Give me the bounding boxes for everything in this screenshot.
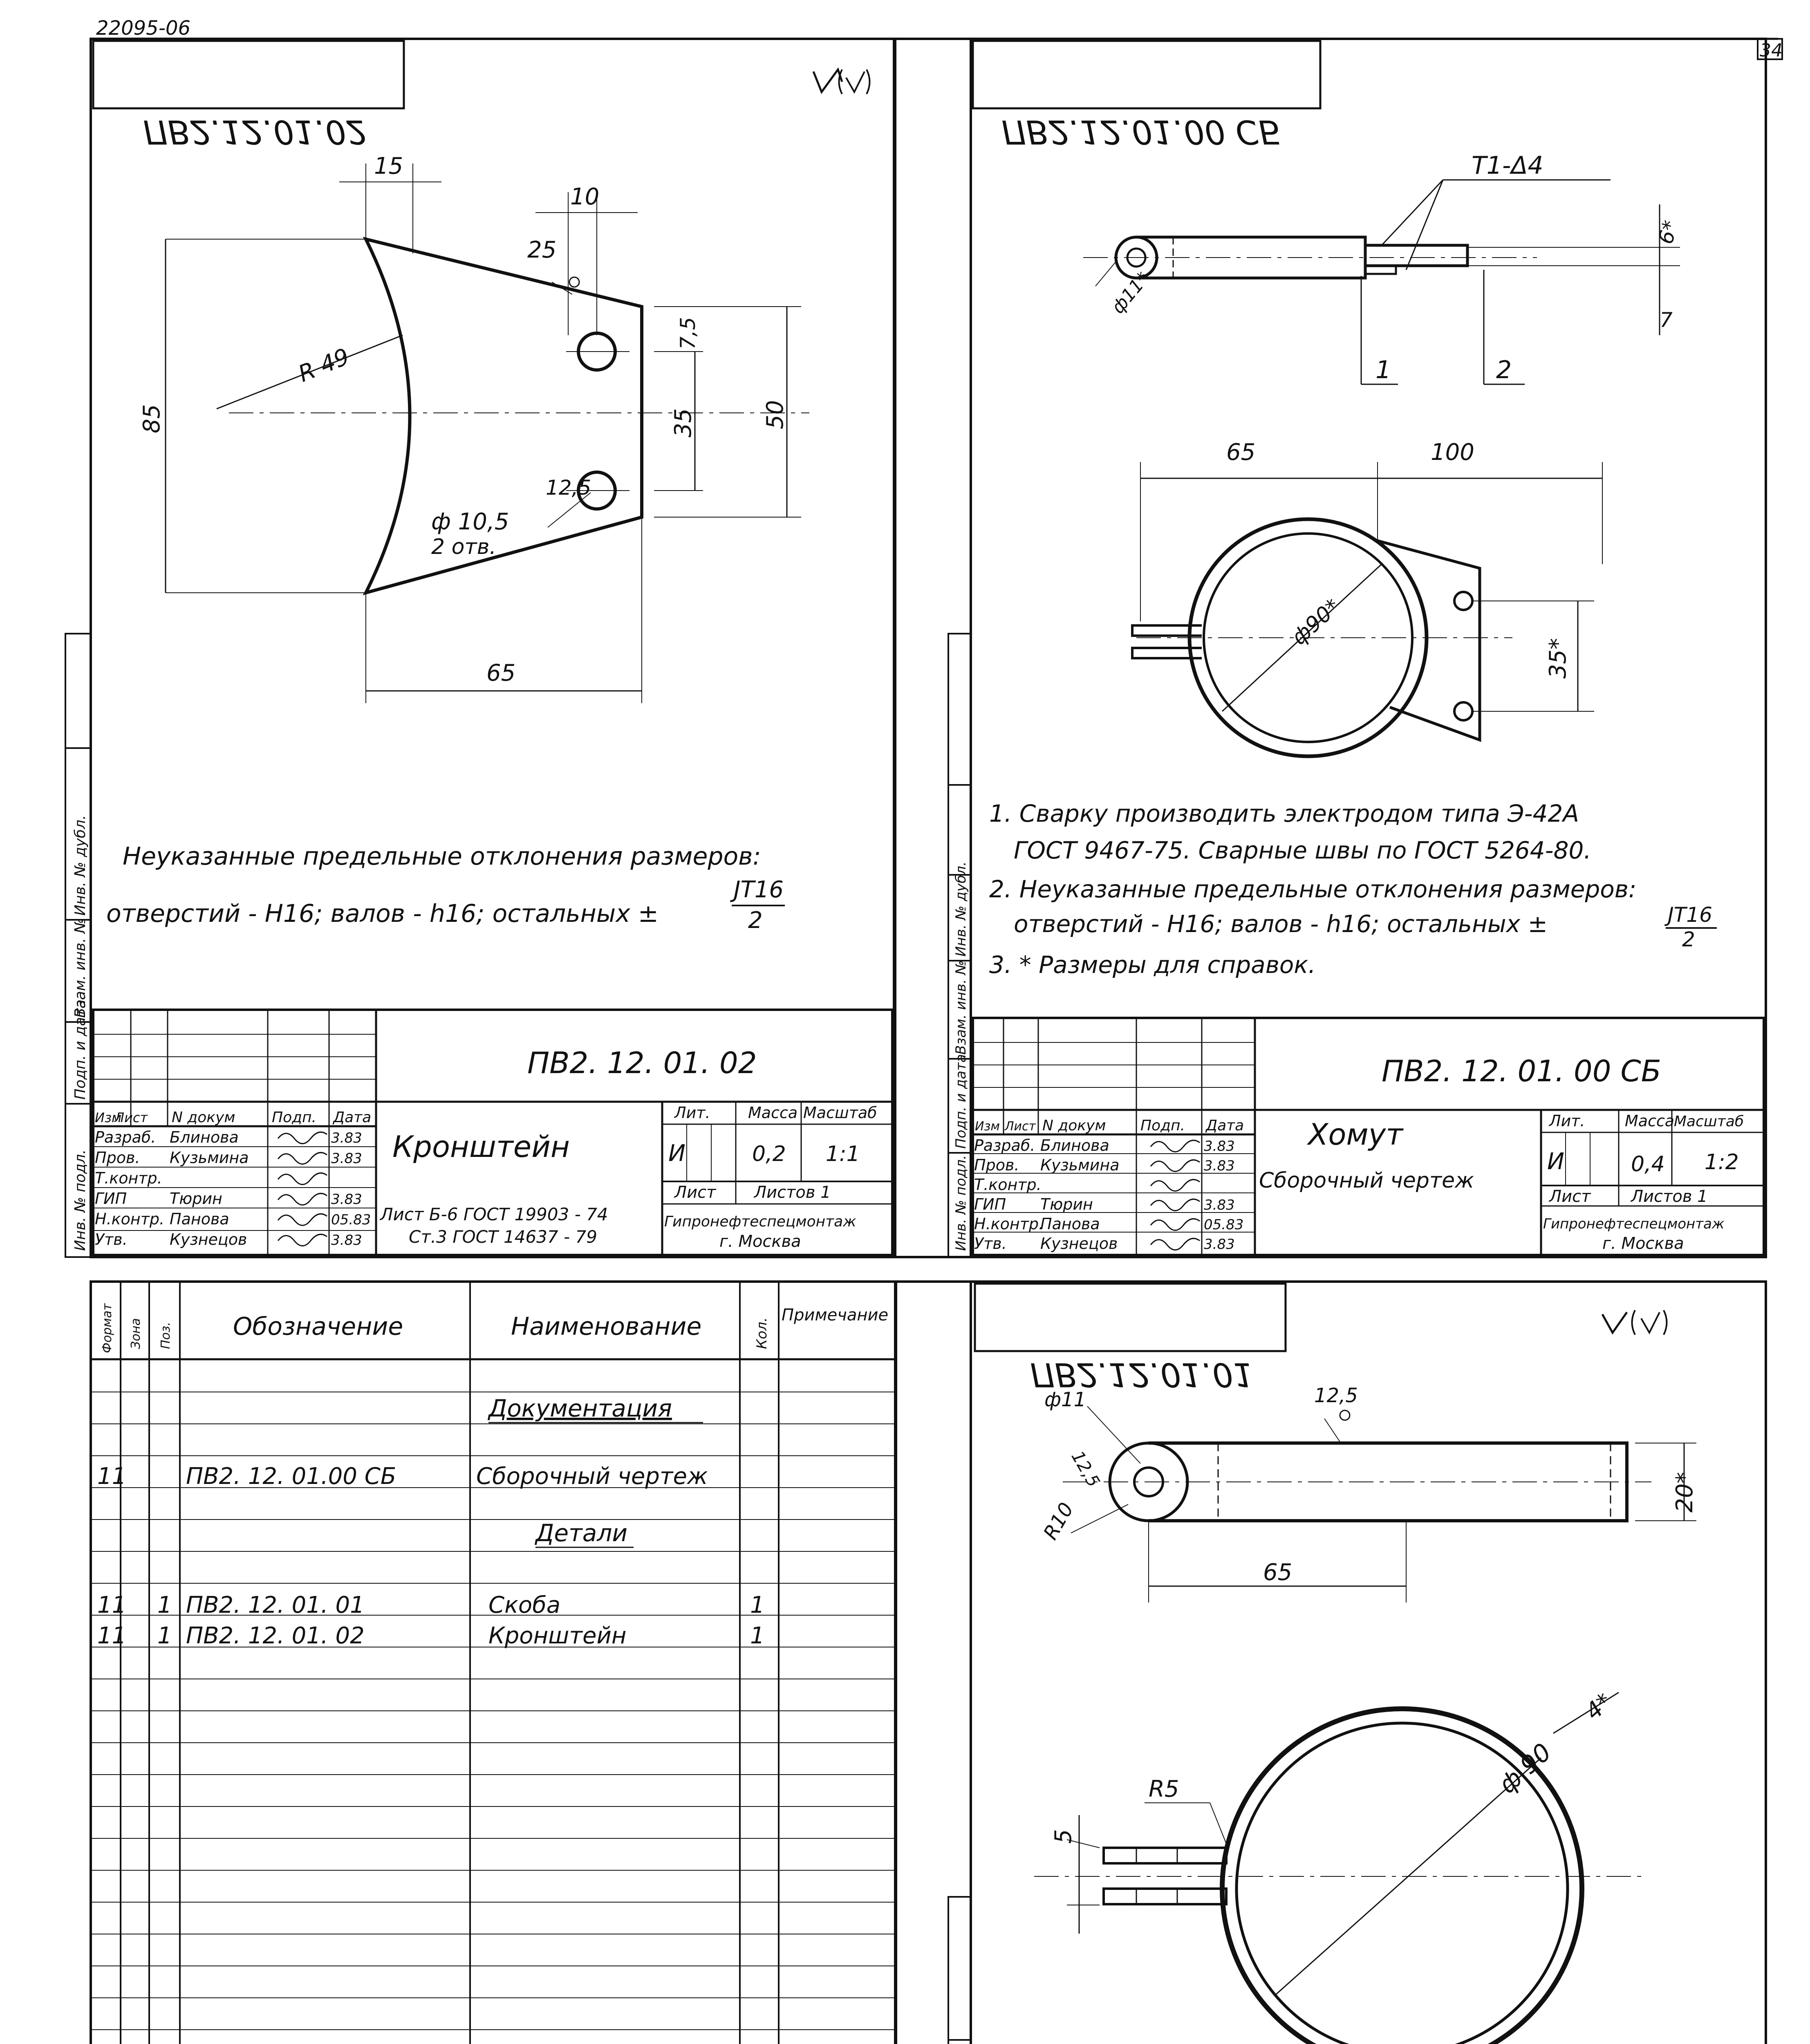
side-podp-data: Подп. и дата xyxy=(72,999,89,1100)
dim-65: 65 xyxy=(486,660,516,686)
signature-scribble xyxy=(278,1214,327,1225)
frac-top-tr: JT16 xyxy=(1668,903,1712,927)
spec-row-2-format: 11 xyxy=(97,1623,127,1649)
signature-scribble xyxy=(278,1132,327,1143)
title-sub-tr: Сборочный чертеж xyxy=(1259,1168,1474,1193)
signer-role: Утв. xyxy=(95,1230,128,1248)
dim-25: 25 xyxy=(527,237,557,263)
spec-row-1-format: 11 xyxy=(97,1592,127,1618)
spec-row-1-naim: Скоба xyxy=(488,1592,561,1618)
signer-date: 05.83 xyxy=(331,1212,371,1228)
title-name-tl: Кронштейн xyxy=(392,1130,570,1164)
org-2-tr: г. Москва xyxy=(1602,1234,1684,1253)
dim-r49: R 49 xyxy=(294,343,353,388)
hdr-format: Формат xyxy=(100,1303,114,1353)
dim-15: 15 xyxy=(374,153,403,179)
leader-2: 2 xyxy=(1496,356,1512,384)
note-tr-4: отверстий - Н16; валов - h16; остальных ± xyxy=(1014,910,1548,938)
spec-row-0-format: 11 xyxy=(97,1463,127,1490)
dim-11-br: ф11 xyxy=(1044,1388,1086,1411)
lit-value-tr: И xyxy=(1547,1148,1564,1175)
signer-role: Т.контр. xyxy=(95,1169,162,1187)
col-ndok: N докум xyxy=(172,1109,235,1126)
note-tr-1: 1. Сварку производить электродом типа Э-42А xyxy=(989,800,1579,827)
col-lit: Лит. xyxy=(674,1104,710,1122)
signer-role: Н.контр. xyxy=(95,1210,165,1228)
signer-role: Разраб. xyxy=(95,1128,156,1146)
mirror-code-tr: ПВ2.12.01.00 СБ xyxy=(1001,113,1281,151)
col-podp-tr: Подп. xyxy=(1140,1117,1185,1134)
dim-85: 85 xyxy=(139,404,165,433)
list-label-tr: Лист xyxy=(1549,1187,1591,1206)
signature-scribble xyxy=(1151,1179,1200,1191)
dim-35-tr: 35* xyxy=(1545,638,1571,679)
masshtab-value-tr: 1:2 xyxy=(1705,1150,1739,1174)
note-2: отверстий - Н16; валов - h16; остальных ± xyxy=(106,899,659,928)
spec-grid-lines xyxy=(91,1392,896,2044)
spec-row-1-oboz: ПВ2. 12. 01. 01 xyxy=(186,1592,365,1618)
dim-35: 35 xyxy=(670,408,697,437)
spec-row-2-oboz: ПВ2. 12. 01. 02 xyxy=(186,1623,365,1649)
list-label: Лист xyxy=(674,1183,716,1202)
org-1-tr: Гипронефтеспецмонтаж xyxy=(1543,1216,1725,1232)
masshtab-value: 1:1 xyxy=(826,1142,860,1166)
dim-r10-br: R10 xyxy=(1039,1499,1078,1544)
col-massa-tr: Масса xyxy=(1625,1112,1675,1130)
signer-name: Панова xyxy=(170,1210,229,1228)
col-masshtab-tr: Масштаб xyxy=(1674,1113,1744,1130)
frac-bot-tr: 2 xyxy=(1682,928,1695,951)
signer-date: 3.83 xyxy=(1204,1138,1235,1154)
side-strip-br xyxy=(948,1897,971,2044)
section-docs: Документация xyxy=(488,1394,672,1422)
title-code-tl: ПВ2. 12. 01. 02 xyxy=(527,1046,757,1080)
dim-90-br: ф 90 xyxy=(1493,1737,1557,1800)
title-code-tr: ПВ2. 12. 01. 00 СБ xyxy=(1382,1054,1662,1088)
signer-name: Кузнецов xyxy=(170,1230,247,1248)
dim-20-br: 20* xyxy=(1671,1472,1698,1513)
signer-name: Блинова xyxy=(170,1128,239,1146)
signer-date: 3.83 xyxy=(1204,1236,1235,1253)
roughness-mark-icon xyxy=(813,69,870,94)
signer-name: Кузнецов xyxy=(1040,1235,1118,1253)
dim-7-5: 7,5 xyxy=(676,317,700,350)
signer-role: ГИП xyxy=(974,1195,1006,1213)
mirror-code-box-tr xyxy=(973,41,1320,108)
material-2: Ст.3 ГОСТ 14637 - 79 xyxy=(409,1227,597,1247)
signer-date: 3.83 xyxy=(331,1130,362,1146)
title-name-tr: Хомут xyxy=(1308,1117,1403,1152)
signer-role: Разраб. xyxy=(974,1136,1035,1154)
col-massa: Масса xyxy=(748,1104,798,1122)
spec-row-1-kol: 1 xyxy=(750,1592,765,1618)
mirror-code-box-br xyxy=(975,1284,1286,1351)
spec-row-2-kol: 1 xyxy=(750,1623,765,1649)
signature-scribble xyxy=(278,1193,327,1205)
clamp-front-view xyxy=(1132,462,1602,756)
side-vzam-inv-tr: Взам. инв. № xyxy=(953,960,969,1055)
signature-scribble xyxy=(1151,1219,1200,1230)
col-lit-tr: Лит. xyxy=(1549,1112,1585,1130)
hdr-prim: Примечание xyxy=(782,1306,889,1325)
hdr-poz: Поз. xyxy=(159,1322,173,1349)
sheet-top-right xyxy=(895,39,1766,1257)
hdr-kol: Кол. xyxy=(754,1317,770,1349)
signer-date: 3.83 xyxy=(331,1191,362,1208)
dim-holes-count: 2 отв. xyxy=(431,535,496,559)
side-inv-podl: Инв. № подл. xyxy=(72,1149,89,1251)
org-2: г. Москва xyxy=(719,1232,801,1251)
mirror-code-br: ПВ2.12.01.01 xyxy=(1030,1356,1254,1394)
note-frac-top: JT16 xyxy=(734,876,784,903)
col-masshtab: Масштаб xyxy=(803,1104,877,1122)
bracket-part xyxy=(166,164,809,703)
signature-scribble xyxy=(278,1234,327,1246)
signature-scribble xyxy=(278,1152,327,1164)
dim-125b-br: 12,5 xyxy=(1067,1447,1104,1490)
col-data-tr: Дата xyxy=(1206,1117,1244,1134)
signer-date: 3.83 xyxy=(331,1150,362,1167)
signer-name: Тюрин xyxy=(170,1190,222,1208)
dim-100: 100 xyxy=(1431,439,1474,466)
signer-date: 3.83 xyxy=(1204,1158,1235,1174)
spec-row-0-oboz: ПВ2. 12. 01.00 СБ xyxy=(186,1463,396,1490)
signer-name: Блинова xyxy=(1040,1136,1109,1154)
roughness-mark-br-icon xyxy=(1602,1310,1667,1335)
dim-90: ф90* xyxy=(1287,594,1345,650)
dim-7: 7 xyxy=(1660,308,1673,332)
col-izm: Изм xyxy=(95,1110,122,1125)
strip-top-view xyxy=(1063,1406,1696,1602)
side-inv-dubl-tr: Инв. № дубл. xyxy=(953,861,969,957)
ring-front-view xyxy=(1034,1692,1647,2044)
listov-label: Листов 1 xyxy=(754,1183,831,1202)
massa-value: 0,2 xyxy=(752,1142,786,1166)
leader-1: 1 xyxy=(1375,356,1391,384)
org-1: Гипронефтеспецмонтаж xyxy=(664,1213,856,1230)
mirror-code: ПВ2.12.01.02 xyxy=(143,113,367,151)
section-parts: Детали xyxy=(535,1519,628,1547)
lit-value: И xyxy=(668,1140,685,1167)
spec-row-2-naim: Кронштейн xyxy=(488,1623,627,1649)
signer-name: Кузьмина xyxy=(170,1149,249,1167)
col-list: Лист xyxy=(114,1110,148,1125)
signer-role: Н.контр. xyxy=(974,1215,1044,1233)
signer-date: 3.83 xyxy=(331,1232,362,1248)
col-list-tr: Лист xyxy=(1005,1119,1036,1134)
dim-r5-br: R5 xyxy=(1149,1776,1179,1802)
dim-6: 6* xyxy=(1653,218,1683,247)
note-frac-bottom: 2 xyxy=(748,907,763,934)
hdr-oboz: Обозначение xyxy=(233,1312,403,1341)
spec-row-0-naim: Сборочный чертеж xyxy=(476,1463,708,1490)
signer-date: 3.83 xyxy=(1204,1197,1235,1213)
signer-name: Панова xyxy=(1040,1215,1100,1233)
sheet-bottom-right xyxy=(895,1282,1766,2044)
clamp-top-view xyxy=(1083,180,1680,384)
sheet-top-left xyxy=(91,39,894,1257)
signature-scribble xyxy=(1151,1140,1200,1152)
massa-value-tr: 0,4 xyxy=(1631,1152,1665,1177)
signer-role: ГИП xyxy=(95,1190,127,1208)
col-ndok-tr: N докум xyxy=(1042,1117,1106,1134)
signer-name: Тюрин xyxy=(1040,1195,1093,1213)
listov-label-tr: Листов 1 xyxy=(1631,1187,1708,1206)
col-podp: Подп. xyxy=(272,1109,316,1126)
dim-10: 10 xyxy=(570,184,600,210)
signer-date: 05.83 xyxy=(1204,1217,1244,1233)
signature-scribble xyxy=(1151,1238,1200,1250)
note-1: Неуказанные предельные отклонения размеров: xyxy=(123,842,761,871)
side-inv-podl-tr: Инв. № подл. xyxy=(953,1155,969,1251)
signer-role: Т.контр. xyxy=(974,1176,1042,1194)
col-izm-tr: Изм xyxy=(975,1119,1000,1134)
signer-name: Кузьмина xyxy=(1040,1156,1120,1174)
signer-role: Пров. xyxy=(95,1149,140,1167)
note-tr-2: ГОСТ 9467-75. Сварные швы по ГОСТ 5264-80. xyxy=(1014,836,1591,864)
note-tr-3: 2. Неуказанные предельные отклонения размеров: xyxy=(989,875,1637,903)
dim-125-br: 12,5 xyxy=(1314,1384,1358,1407)
material-1: Лист Б-6 ГОСТ 19903 - 74 xyxy=(380,1204,608,1224)
hdr-zona: Зона xyxy=(129,1318,143,1349)
dim-5-br: 5 xyxy=(1050,1829,1077,1844)
side-strip-tr xyxy=(948,634,971,1257)
signature-scribble xyxy=(278,1173,327,1184)
side-strip-top xyxy=(65,634,91,1257)
signer-role: Утв. xyxy=(974,1235,1007,1253)
hdr-naim: Наименование xyxy=(511,1312,702,1341)
signature-scribble xyxy=(1151,1199,1200,1210)
col-data: Дата xyxy=(333,1109,372,1126)
dim-50: 50 xyxy=(762,400,789,429)
dim-12-5: 12,5 xyxy=(546,476,591,500)
mirror-code-box xyxy=(93,41,404,108)
spec-row-2-poz: 1 xyxy=(157,1623,172,1649)
dim-11: ф11* xyxy=(1107,268,1154,318)
side-podp-data-tr: Подп. и дата xyxy=(953,1054,969,1149)
spec-row-1-poz: 1 xyxy=(157,1592,172,1618)
page-number: 34 xyxy=(1760,40,1783,61)
dim-hole: ф 10,5 xyxy=(431,509,509,535)
weld-mark: Т1-Δ4 xyxy=(1472,151,1543,180)
dim-65-tr: 65 xyxy=(1226,439,1256,466)
dim-65-br: 65 xyxy=(1263,1559,1293,1586)
signer-role: Пров. xyxy=(974,1156,1019,1174)
note-tr-5: 3. * Размеры для справок. xyxy=(989,951,1316,979)
doc-code-top: 22095-06 xyxy=(96,17,191,40)
dim-4-br: 4* xyxy=(1580,1688,1617,1726)
side-inv-dubl: Инв. № дубл. xyxy=(72,815,89,916)
signature-scribble xyxy=(1151,1160,1200,1171)
side-vzam-inv: Взам. инв. № xyxy=(72,918,89,1018)
